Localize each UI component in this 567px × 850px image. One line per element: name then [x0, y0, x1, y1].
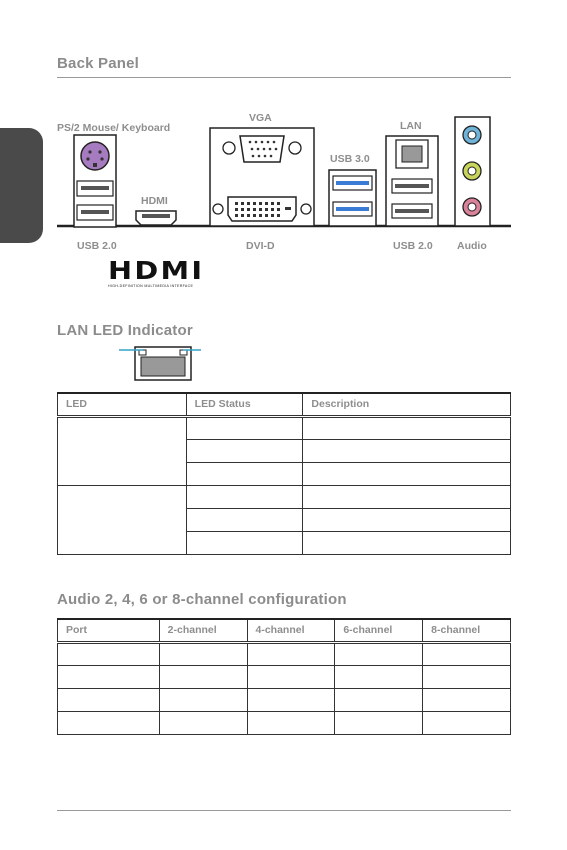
- col-header-8ch: 8-channel: [423, 619, 511, 642]
- vga-dvi-block: [210, 128, 314, 226]
- audio-jacks: [455, 117, 490, 226]
- table-row: [58, 711, 511, 734]
- 4ch-cell: [247, 665, 335, 688]
- back-panel-illustration: [0, 0, 567, 300]
- 8ch-cell: [423, 665, 511, 688]
- led-status-cell: [186, 485, 303, 508]
- description-cell: [303, 416, 511, 439]
- lan-label: LAN: [400, 120, 422, 132]
- ps2-label: PS/2 Mouse/ Keyboard: [57, 122, 171, 134]
- hdmi-label: HDMI: [141, 195, 168, 207]
- 4ch-cell: [247, 642, 335, 665]
- led-cell: [58, 485, 187, 554]
- hdmi-logo-tagline: HIGH-DEFINITION MULTIMEDIA INTERFACE: [108, 284, 194, 288]
- usb30-label: USB 3.0: [330, 153, 370, 165]
- led-status-cell: [186, 439, 303, 462]
- 8ch-cell: [423, 711, 511, 734]
- usb20-right-label: USB 2.0: [393, 240, 433, 252]
- port-cell: [58, 711, 160, 734]
- led-cell: [58, 416, 187, 485]
- table-row: [58, 416, 511, 439]
- 8ch-cell: [423, 688, 511, 711]
- description-cell: [303, 462, 511, 485]
- lan-led-header-row: [58, 393, 511, 416]
- back-panel-title: Back Panel: [57, 55, 140, 72]
- dvid-label: DVI-D: [246, 240, 275, 252]
- led-status-cell: [186, 531, 303, 554]
- usb20-left-label: USB 2.0: [77, 240, 117, 252]
- col-header-6ch: 6-channel: [335, 619, 423, 642]
- 2ch-cell: [159, 711, 247, 734]
- col-header-4ch: 4-channel: [247, 619, 335, 642]
- table-row: [58, 665, 511, 688]
- description-cell: [303, 485, 511, 508]
- hdmi-port: [136, 211, 176, 225]
- audio-config-title: Audio 2, 4, 6 or 8-channel configuration: [57, 591, 347, 608]
- 6ch-cell: [335, 711, 423, 734]
- description-cell: [303, 439, 511, 462]
- usb30-ports: [329, 170, 376, 226]
- footer-divider: [57, 810, 511, 811]
- lan-led-title: LAN LED Indicator: [57, 322, 193, 339]
- col-header-2ch: 2-channel: [159, 619, 247, 642]
- col-header-port: Port: [58, 619, 160, 642]
- port-cell: [58, 665, 160, 688]
- 2ch-cell: [159, 642, 247, 665]
- col-header-led-status: LED Status: [186, 393, 303, 416]
- table-row: [58, 485, 511, 508]
- port-cell: [58, 642, 160, 665]
- 4ch-cell: [247, 688, 335, 711]
- lan-led-table: [57, 392, 511, 555]
- 6ch-cell: [335, 665, 423, 688]
- 8ch-cell: [423, 642, 511, 665]
- lan-usb20-block: [386, 136, 438, 226]
- description-cell: [303, 508, 511, 531]
- table-row: [58, 688, 511, 711]
- col-header-description: Description: [303, 393, 511, 416]
- port-cell: [58, 688, 160, 711]
- 6ch-cell: [335, 688, 423, 711]
- hdmi-logo-wordmark: HDMI: [108, 256, 205, 285]
- audio-label: Audio: [457, 240, 487, 252]
- vga-label: VGA: [249, 112, 272, 124]
- 2ch-cell: [159, 688, 247, 711]
- led-status-cell: [186, 416, 303, 439]
- audio-config-table: [57, 618, 511, 735]
- description-cell: [303, 531, 511, 554]
- hdmi-logo: [108, 258, 208, 288]
- led-status-cell: [186, 508, 303, 531]
- col-header-led: LED: [58, 393, 187, 416]
- lan-led-illustration: [110, 340, 220, 385]
- 4ch-cell: [247, 711, 335, 734]
- table-row: [58, 642, 511, 665]
- audio-header-row: [58, 619, 511, 642]
- 2ch-cell: [159, 665, 247, 688]
- 6ch-cell: [335, 642, 423, 665]
- led-status-cell: [186, 462, 303, 485]
